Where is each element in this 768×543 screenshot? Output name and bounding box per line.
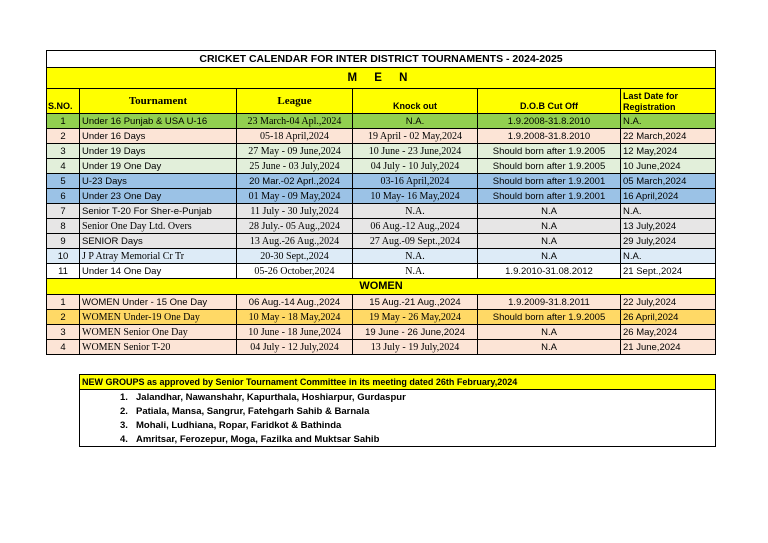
cell-league: 10 June - 18 June,2024 <box>237 325 353 340</box>
table-row <box>47 114 716 129</box>
group-text: Jalandhar, Nawanshahr, Kapurthala, Hoshiarpur, Gurdaspur <box>136 391 406 403</box>
cell-dob: 1.9.2008-31.8.2010 <box>478 129 621 144</box>
group-text: Amritsar, Ferozepur, Moga, Fazilka and Muktsar Sahib <box>136 433 380 445</box>
cell-sno: 2 <box>47 310 80 325</box>
cell-league: 23 March-04 Apl.,2024 <box>237 114 353 129</box>
table-row <box>47 144 716 159</box>
cell-registration: N.A. <box>621 204 716 219</box>
cell-tournament: Under 19 Days <box>80 144 237 159</box>
cell-registration: 13 July,2024 <box>621 219 716 234</box>
list-item <box>80 432 716 447</box>
list-item <box>80 390 716 405</box>
cell-league: 10 May - 18 May,2024 <box>237 310 353 325</box>
header-registration: Last Date for Registration <box>621 89 716 114</box>
cell-tournament: Under 19 One Day <box>80 159 237 174</box>
women-section-label: WOMEN <box>47 279 716 295</box>
group-text: Patiala, Mansa, Sangrur, Fatehgarh Sahib & Barnala <box>136 405 370 417</box>
cell-knockout: N.A. <box>353 204 478 219</box>
table-row <box>47 325 716 340</box>
table-row <box>47 129 716 144</box>
cell-league: 28 July.- 05 Aug.,2024 <box>237 219 353 234</box>
table-row <box>47 219 716 234</box>
cell-tournament: WOMEN Senior T-20 <box>80 340 237 355</box>
header-row <box>47 89 716 114</box>
cell-tournament: WOMEN Under - 15 One Day <box>80 295 237 310</box>
cell-sno: 4 <box>47 340 80 355</box>
cell-registration: 05 March,2024 <box>621 174 716 189</box>
cell-tournament: Senior One Day Ltd. Overs <box>80 219 237 234</box>
cell-sno: 3 <box>47 144 80 159</box>
cell-dob: Should born after 1.9.2001 <box>478 174 621 189</box>
cell-registration: 12 May,2024 <box>621 144 716 159</box>
cell-registration: 22 July,2024 <box>621 295 716 310</box>
cell-league: 04 July - 12 July,2024 <box>237 340 353 355</box>
title-row <box>47 51 716 68</box>
cell-sno: 1 <box>47 295 80 310</box>
cell-knockout: 19 April - 02 May,2024 <box>353 129 478 144</box>
table-row <box>47 174 716 189</box>
list-item <box>80 418 716 432</box>
cell-knockout: 19 May - 26 May,2024 <box>353 310 478 325</box>
cell-league: 20 Mar.-02 Aprl.,2024 <box>237 174 353 189</box>
cell-registration: 22 March,2024 <box>621 129 716 144</box>
cell-dob: Should born after 1.9.2005 <box>478 310 621 325</box>
groups-heading-row <box>80 375 716 390</box>
cell-league: 13 Aug.-26 Aug.,2024 <box>237 234 353 249</box>
group-number: 3. <box>120 419 128 431</box>
header-sno: S.NO. <box>47 89 80 114</box>
women-section-row <box>47 279 716 295</box>
cell-sno: 10 <box>47 249 80 264</box>
cell-sno: 7 <box>47 204 80 219</box>
cell-knockout: N.A. <box>353 114 478 129</box>
group-number: 1. <box>120 391 128 403</box>
groups-heading: NEW GROUPS as approved by Senior Tournament Committee in its meeting dated 26th February,2024 <box>80 375 716 390</box>
cell-knockout: 15 Aug.-21 Aug.,2024 <box>353 295 478 310</box>
cell-sno: 1 <box>47 114 80 129</box>
cell-sno: 5 <box>47 174 80 189</box>
cell-league: 27 May - 09 June,2024 <box>237 144 353 159</box>
cell-dob: N.A <box>478 204 621 219</box>
cell-registration: 21 Sept.,2024 <box>621 264 716 279</box>
cell-sno: 8 <box>47 219 80 234</box>
header-dob: D.O.B Cut Off <box>478 89 621 114</box>
men-section-label: M E N <box>47 68 716 89</box>
cell-league: 06 Aug.-14 Aug.,2024 <box>237 295 353 310</box>
cell-dob: Should born after 1.9.2005 <box>478 144 621 159</box>
table-row <box>47 295 716 310</box>
table-row <box>47 204 716 219</box>
cell-sno: 9 <box>47 234 80 249</box>
cell-registration: 16 April,2024 <box>621 189 716 204</box>
cell-dob: Should born after 1.9.2005 <box>478 159 621 174</box>
cell-registration: N.A. <box>621 114 716 129</box>
men-section-row <box>47 68 716 89</box>
cell-knockout: 10 June - 23 June,2024 <box>353 144 478 159</box>
cell-dob: 1.9.2008-31.8.2010 <box>478 114 621 129</box>
cell-tournament: Under 14 One Day <box>80 264 237 279</box>
cell-knockout: N.A. <box>353 249 478 264</box>
cell-dob: N.A <box>478 325 621 340</box>
table-row <box>47 234 716 249</box>
cell-tournament: WOMEN Senior One Day <box>80 325 237 340</box>
table-row <box>47 340 716 355</box>
cell-knockout: 13 July - 19 July,2024 <box>353 340 478 355</box>
cell-knockout: 06 Aug.-12 Aug.,2024 <box>353 219 478 234</box>
cell-knockout: 27 Aug.-09 Sept.,2024 <box>353 234 478 249</box>
cell-knockout: 19 June - 26 June,2024 <box>353 325 478 340</box>
cell-dob: Should born after 1.9.2001 <box>478 189 621 204</box>
cell-tournament: U-23 Days <box>80 174 237 189</box>
calendar-table <box>46 50 716 355</box>
cell-knockout: N.A. <box>353 264 478 279</box>
header-knockout: Knock out <box>353 89 478 114</box>
cell-tournament: Under 16 Days <box>80 129 237 144</box>
cell-tournament: Under 16 Punjab & USA U-16 <box>80 114 237 129</box>
cell-dob: N.A <box>478 219 621 234</box>
table-row <box>47 189 716 204</box>
list-item <box>80 404 716 418</box>
cell-registration: 26 May,2024 <box>621 325 716 340</box>
cell-registration: 10 June,2024 <box>621 159 716 174</box>
cell-dob: N.A <box>478 234 621 249</box>
cell-league: 05-18 April,2024 <box>237 129 353 144</box>
cell-league: 01 May - 09 May,2024 <box>237 189 353 204</box>
group-number: 4. <box>120 433 128 445</box>
cell-dob: N.A <box>478 340 621 355</box>
cell-sno: 2 <box>47 129 80 144</box>
group-number: 2. <box>120 405 128 417</box>
cell-dob: N.A <box>478 249 621 264</box>
cell-tournament: WOMEN Under-19 One Day <box>80 310 237 325</box>
cell-registration: N.A. <box>621 249 716 264</box>
table-row <box>47 310 716 325</box>
cell-registration: 26 April,2024 <box>621 310 716 325</box>
cell-tournament: SENIOR Days <box>80 234 237 249</box>
cell-league: 25 June - 03 July,2024 <box>237 159 353 174</box>
cell-knockout: 04 July - 10 July,2024 <box>353 159 478 174</box>
cell-tournament: J P Atray Memorial Cr Tr <box>80 249 237 264</box>
cell-league: 05-26 October,2024 <box>237 264 353 279</box>
page-title: CRICKET CALENDAR FOR INTER DISTRICT TOURNAMENTS - 2024-2025 <box>47 51 716 68</box>
cell-registration: 21 June,2024 <box>621 340 716 355</box>
header-league: League <box>237 89 353 114</box>
cell-dob: 1.9.2010-31.08.2012 <box>478 264 621 279</box>
cell-sno: 4 <box>47 159 80 174</box>
cell-knockout: 10 May- 16 May,2024 <box>353 189 478 204</box>
cell-registration: 29 July,2024 <box>621 234 716 249</box>
cell-sno: 3 <box>47 325 80 340</box>
group-text: Mohali, Ludhiana, Ropar, Faridkot & Bathinda <box>136 419 342 431</box>
table-row <box>47 159 716 174</box>
table-row <box>47 264 716 279</box>
cell-tournament: Senior T-20 For Sher-e-Punjab <box>80 204 237 219</box>
groups-box <box>79 374 716 447</box>
cell-sno: 6 <box>47 189 80 204</box>
cell-sno: 11 <box>47 264 80 279</box>
cell-tournament: Under 23 One Day <box>80 189 237 204</box>
cell-league: 11 July - 30 July,2024 <box>237 204 353 219</box>
cell-knockout: 03-16 April,2024 <box>353 174 478 189</box>
cell-league: 20-30 Sept.,2024 <box>237 249 353 264</box>
cell-dob: 1.9.2009-31.8.2011 <box>478 295 621 310</box>
table-row <box>47 249 716 264</box>
header-tournament: Tournament <box>80 89 237 114</box>
